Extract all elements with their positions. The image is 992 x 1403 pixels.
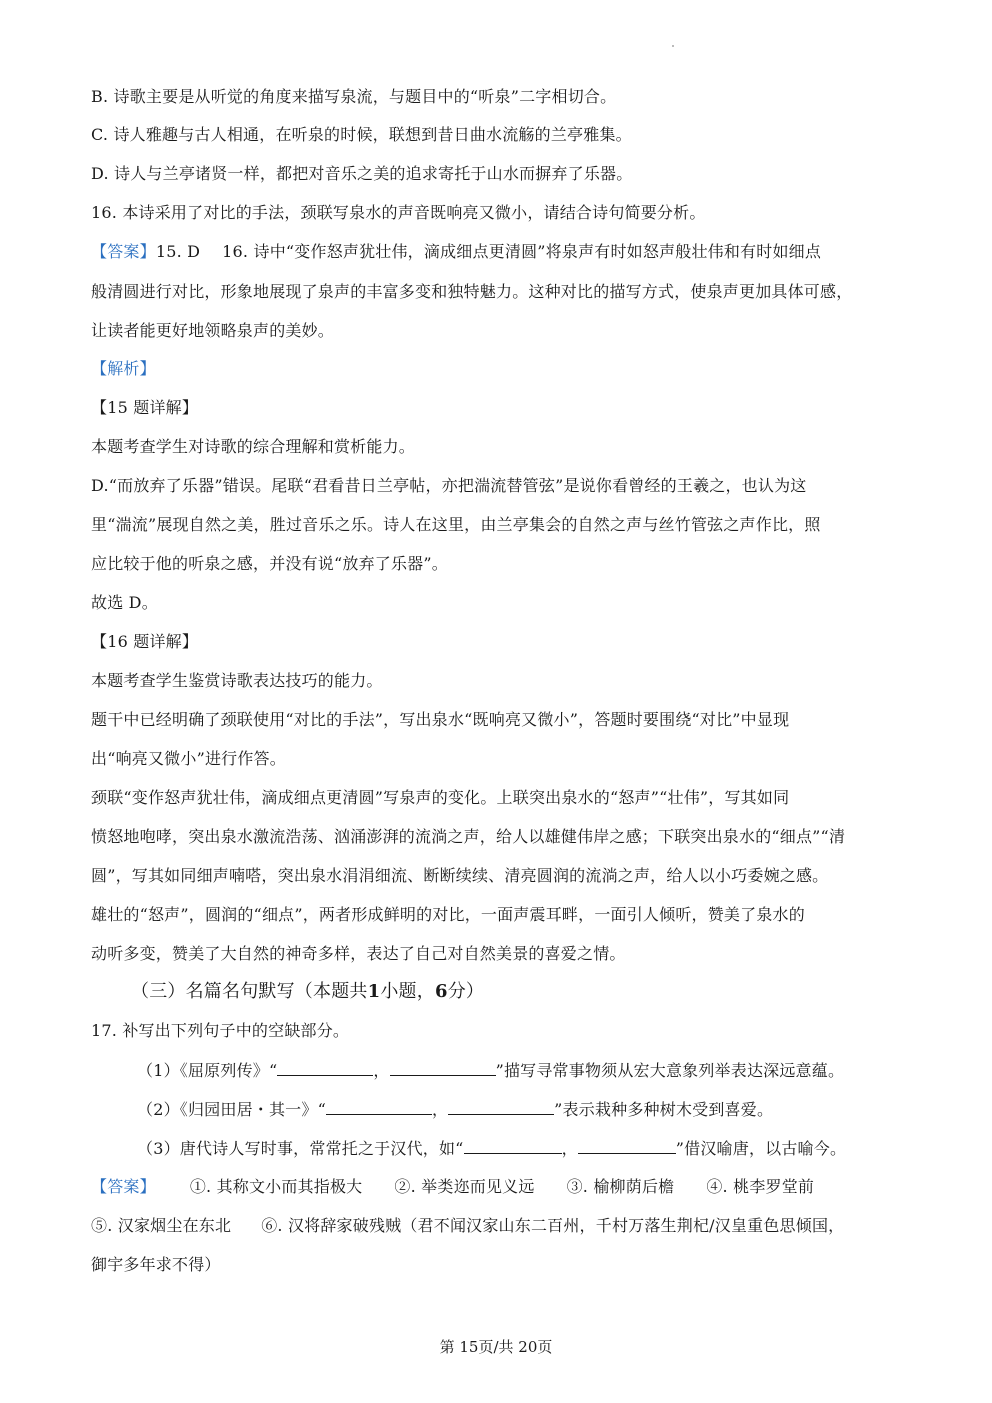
answer-17-6: ⑥. 汉将辞家破残贼（君不闻汉家山东二百州，千村万落生荆杞/汉皇重色思倾国， [261,1216,845,1235]
answer-17-2: ②. 举类迩而见义远 [394,1177,535,1196]
answer-line-2: 般清圆进行对比，形象地展现了泉声的丰富多变和独特魅力。这种对比的描写方式，使泉声更加具体可感， [91,282,853,301]
answer-17-3: ③. 榆柳荫后檐 [566,1177,675,1196]
detail-16-line-7: 雄壮的“怒声”，圆润的“细点”，两者形成鲜明的对比，一面声震耳畔，一面引人倾听，赞美了泉水的 [91,905,805,924]
question-17-3 [137,1138,904,1159]
answer-15: 15. D [155,242,201,261]
detail-16-line-3: 出“响亮又微小”进行作答。 [91,749,286,768]
answer-17-5: ⑤. 汉家烟尘在东北 [91,1216,232,1235]
detail-15-line-2: D.“而放弃了乐器”错误。尾联“君看昔日兰亭帖，亦把湍流替管弦”是说你看曾经的王羲之，也认为这 [91,476,807,495]
option-b: B. 诗歌主要是从听觉的角度来描写泉流，与题目中的“听泉”二字相切合。 [91,87,617,106]
option-d: D. 诗人与兰亭诸贤一样，都把对音乐之美的追求寄托于山水而摒弃了乐器。 [91,164,633,183]
detail-16-line-4: 颈联“变作怒声犹壮伟，滴成细点更清圆”写泉声的变化。上联突出泉水的“怒声”“壮伟”，写其如同 [91,788,790,807]
q3-sep: ， [561,1139,578,1158]
detail-15-line-3: 里“湍流”展现自然之美，胜过音乐之乐。诗人在这里，由兰亭集会的自然之声与丝竹管弦之声作比，照 [91,515,821,534]
detail-16-line-8: 动听多变，赞美了大自然的神奇多样，表达了自己对自然美景的喜爱之情。 [91,944,626,963]
section-points: 6 [434,981,448,1002]
section-heading-c: 分） [447,981,485,1002]
analysis-tag: 【解析】 [91,359,156,378]
detail-16-line-1: 本题考查学生鉴赏诗歌表达技巧的能力。 [91,671,383,690]
blank-2[interactable] [390,1060,496,1076]
section-count: 1 [367,981,381,1002]
blank-5[interactable] [464,1138,562,1154]
answer-line-1 [91,242,904,262]
blank-6[interactable] [578,1138,676,1154]
q3-prefix: （3）唐代诗人写时事，常常托之于汉代，如“ [137,1139,464,1158]
detail-15-line-4: 应比较于他的听泉之感，并没有说“放弃了乐器”。 [91,554,448,573]
page-footer: 第 15页/共 20页 [439,1338,553,1356]
detail-16-heading: 【16 题详解】 [91,632,199,651]
answer-17-4: ④. 桃李罗堂前 [706,1177,815,1196]
question-17: 17. 补写出下列句子中的空缺部分。 [91,1021,350,1040]
answer-17-line-3: 御宇多年求不得） [91,1255,221,1274]
detail-16-line-6: 圆”，写其如同细声喃嗒，突出泉水涓涓细流、断断续续、清亮圆润的流淌之声，给人以小巧委婉之感。 [91,866,829,885]
detail-16-line-5: 愤怒地咆哮，突出泉水激流浩荡、汹涌澎湃的流淌之声，给人以雄健伟岸之感；下联突出泉水的“细点”“清 [91,827,846,846]
detail-15-heading: 【15 题详解】 [91,398,199,417]
answer-17-1: ①. 其称文小而其指极大 [189,1177,363,1196]
q1-suffix: ”描写寻常事物须从宏大意象列举表达深远意蕴。 [495,1061,845,1080]
question-17-2 [137,1099,904,1120]
answer-17-line-1 [91,1177,904,1197]
answer-17-line-2 [91,1216,904,1236]
blank-1[interactable] [277,1060,373,1076]
blank-4[interactable] [448,1099,554,1115]
question-16: 16. 本诗采用了对比的手法，颈联写泉水的声音既响亮又微小，请结合诗句简要分析。 [91,203,706,222]
blank-3[interactable] [326,1099,432,1115]
option-c: C. 诗人雅趣与古人相通，在听泉的时候，联想到昔日曲水流觞的兰亭雅集。 [91,125,632,144]
answer-line-3: 让读者能更好地领略泉声的美妙。 [91,321,335,340]
q3-suffix: ”借汉喻唐，以古喻今。 [675,1139,847,1158]
scan-speck [672,45,674,47]
q1-prefix: （1）《屈原列传》“ [137,1061,278,1080]
q2-prefix: （2）《归园田居・其一》“ [137,1100,326,1119]
section-heading-a: （三）名篇名句默写（本题共 [131,981,368,1002]
answer-16: 16. 诗中“变作怒声犹壮伟，滴成细点更清圆”将泉声有时如怒声般壮伟和有时如细点 [222,242,822,261]
q1-sep: ， [373,1061,390,1080]
detail-15-conclusion: 故选 D。 [91,593,158,612]
section-heading [131,982,904,1002]
answer-17-tag: 【答案】 [91,1177,156,1196]
detail-16-line-2: 题干中已经明确了颈联使用“对比的手法”，写出泉水“既响亮又微小”，答题时要围绕“对比”中显现 [91,710,790,729]
detail-15-line-1: 本题考查学生对诗歌的综合理解和赏析能力。 [91,437,416,456]
q2-sep: ， [431,1100,449,1119]
q2-suffix: ”表示栽种多种树木受到喜爱。 [554,1100,774,1119]
answer-tag: 【答案】 [91,242,156,261]
question-17-1 [137,1060,904,1081]
section-heading-b: 小题， [380,981,435,1002]
